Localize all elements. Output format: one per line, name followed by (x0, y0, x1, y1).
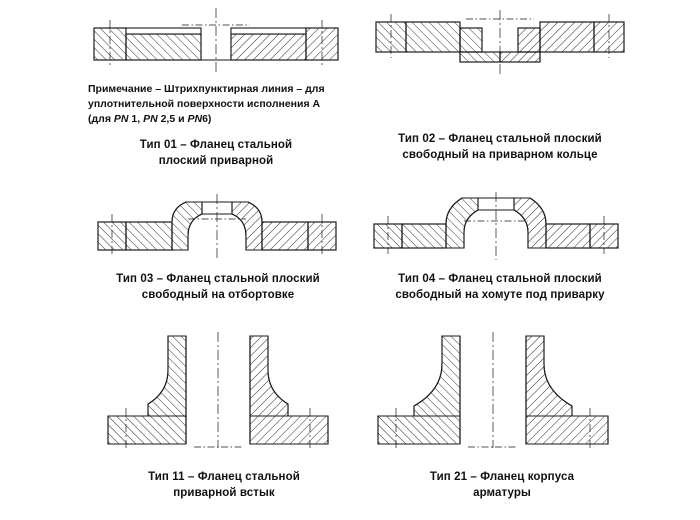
caption-type-04-line1: Тип 04 – Фланец стальной плоский (398, 273, 602, 285)
drawing-type-21 (368, 330, 618, 448)
caption-type-02-line1: Тип 02 – Фланец стальной плоский (398, 133, 602, 145)
drawing-type-02 (370, 6, 630, 78)
figure-type-04 (368, 190, 626, 262)
figure-type-02 (370, 6, 630, 78)
figure-type-03 (90, 192, 345, 262)
caption-type-03-line2: свободный на отбортовке (141, 288, 295, 301)
caption-type-01-line1: Тип 01 – Фланец стальной (139, 139, 293, 151)
caption-type-21-line1: Тип 21 – Фланец корпуса (429, 471, 575, 483)
figure-type-01 (86, 6, 346, 74)
drawing-type-11 (98, 330, 338, 448)
caption-type-03-line1: Тип 03 – Фланец стальной плоский (116, 273, 320, 285)
caption-type-03 (88, 272, 348, 303)
note-pn-prefix: (для (88, 113, 114, 126)
note-pn-2: PN (143, 113, 158, 126)
caption-type-04 (370, 272, 630, 303)
caption-type-21 (372, 470, 632, 501)
note-line-3 (88, 112, 358, 127)
figure-type-21 (368, 330, 618, 448)
note-block (88, 82, 358, 128)
note-pn-v3: 6) (202, 113, 212, 126)
caption-type-21-line2: арматуры (473, 486, 531, 499)
caption-type-02-line2: свободный на приварном кольце (402, 148, 598, 161)
caption-type-02 (370, 132, 630, 163)
note-pn-v2: 2,5 и (157, 113, 188, 126)
caption-type-11-line2: приварной встык (173, 486, 275, 499)
caption-type-11 (94, 470, 354, 501)
figure-type-11 (98, 330, 338, 448)
note-line-1: Примечание – Штрихпунктирная линия – для (88, 83, 325, 95)
drawing-type-03 (90, 192, 345, 262)
note-pn-1: PN (113, 113, 129, 126)
note-line-2: уплотнительной поверхности исполнения А (88, 98, 321, 111)
drawing-type-04 (368, 190, 626, 262)
caption-type-01 (86, 138, 346, 169)
drawing-type-01 (86, 6, 346, 74)
note-pn-v1: 1, (128, 113, 144, 126)
caption-type-01-line2: плоский приварной (158, 154, 274, 167)
caption-type-04-line2: свободный на хомуте под приварку (395, 288, 605, 301)
caption-type-11-line1: Тип 11 – Фланец стальной (148, 471, 300, 483)
note-pn-3: PN (187, 113, 203, 126)
